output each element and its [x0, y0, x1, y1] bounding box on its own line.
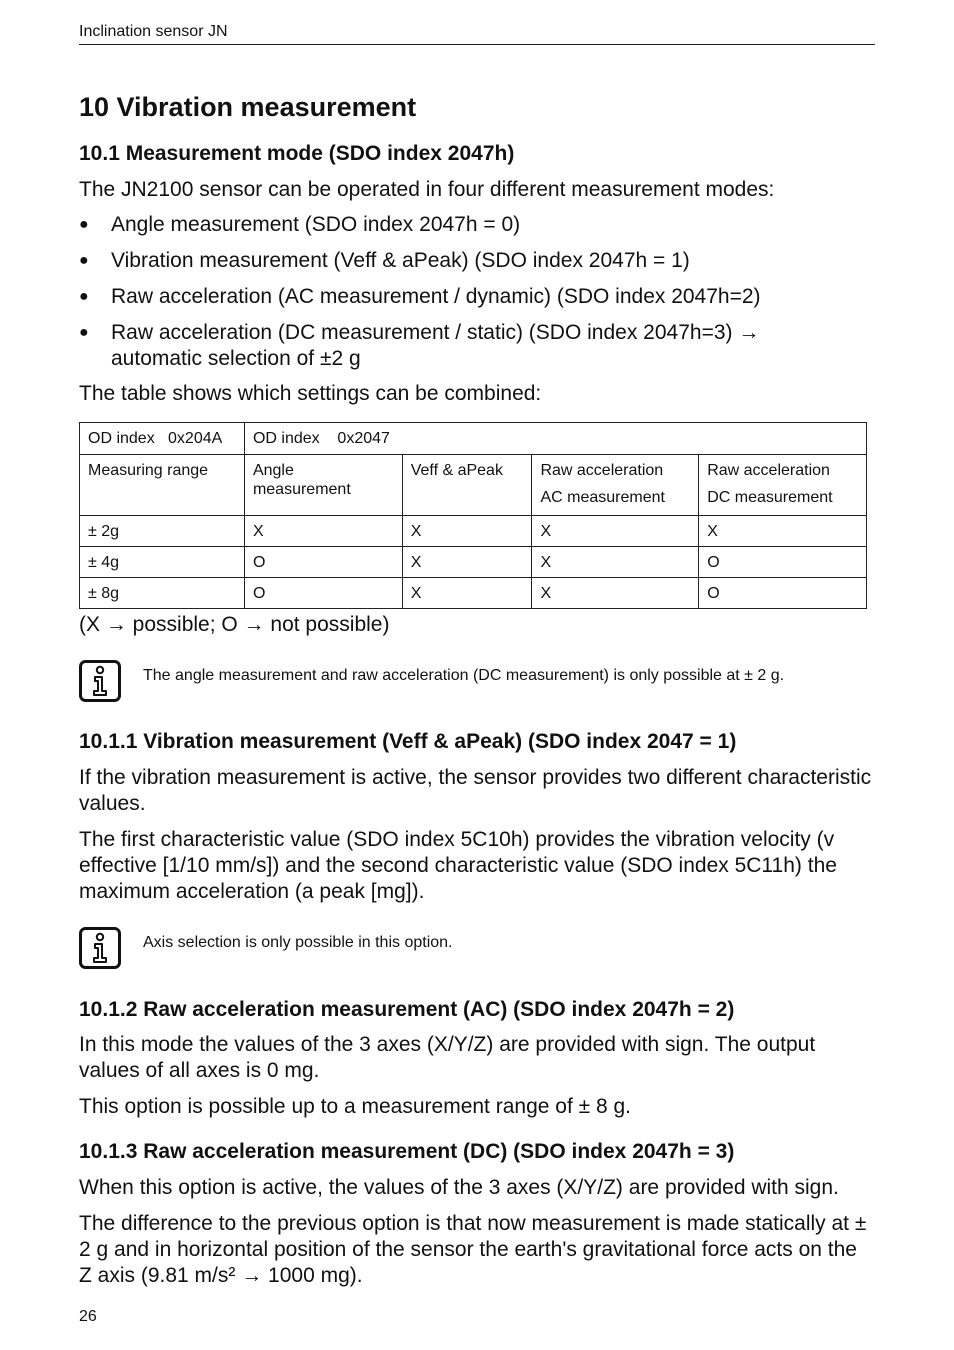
subsection-title-10-1-2: 10.1.2 Raw acceleration measurement (AC) (SDO index 2047h = 2) [79, 998, 735, 1021]
table-header-row [80, 455, 867, 516]
table-cell: O [699, 547, 867, 578]
info-icon [79, 927, 121, 969]
bullet-icon: ● [79, 252, 89, 269]
paragraph: The difference to the previous option is that now measurement is made statically at ± 2 g and in horizontal position of the sensor the earth's gravitational force acts on the Z axis (9.81 m/s² → 1000 mg). [79, 1212, 867, 1287]
paragraph: In this mode the values of the 3 axes (X/Y/Z) are provided with sign. The output values of all axes is 0 mg. [79, 1033, 816, 1082]
subsection-title-10-1-1: 10.1.1 Vibration measurement (Veff & aPeak) (SDO index 2047 = 1) [79, 730, 737, 753]
table-cell: O [244, 547, 402, 578]
note-text: Axis selection is only possible in this option. [143, 934, 453, 951]
table-cell: O [699, 578, 867, 609]
combination-table [79, 422, 867, 609]
subsection-title-10-1-3: 10.1.3 Raw acceleration measurement (DC) (SDO index 2047h = 3) [79, 1140, 735, 1163]
table-row [80, 516, 867, 547]
paragraph: This option is possible up to a measurement range of ± 8 g. [79, 1095, 631, 1118]
table-cell: ± 2g [80, 516, 245, 547]
table-cell: X [402, 578, 532, 609]
bullet-icon: ● [79, 216, 89, 233]
table-cell: X [402, 516, 532, 547]
table-cell: X [532, 516, 699, 547]
paragraph: If the vibration measurement is active, the sensor provides two different characteristic values. [79, 766, 872, 815]
table-row [80, 547, 867, 578]
page-header [79, 22, 875, 45]
header-title: Inclination sensor JN [79, 23, 228, 40]
info-note [79, 927, 875, 971]
paragraph: When this option is active, the values of the 3 axes (X/Y/Z) are provided with sign. [79, 1176, 839, 1199]
table-cell: X [244, 516, 402, 547]
table-header-cell: Raw acceleration AC measurement [532, 455, 699, 516]
table-header-cell: OD index 0x204A [80, 423, 245, 455]
table-header-cell: Raw acceleration DC measurement [699, 455, 867, 516]
subsection-title-10-1: 10.1 Measurement mode (SDO index 2047h) [79, 142, 515, 165]
table-cell: ± 8g [80, 578, 245, 609]
table-cell: X [699, 516, 867, 547]
table-cell: X [532, 578, 699, 609]
info-icon [79, 660, 121, 702]
intro-paragraph: The JN2100 sensor can be operated in four different measurement modes: [79, 178, 775, 201]
table-intro: The table shows which settings can be combined: [79, 382, 542, 405]
note-text: The angle measurement and raw acceleration (DC measurement) is only possible at ± 2 g. [143, 667, 785, 684]
table-header-row [80, 423, 867, 455]
table-row [80, 578, 867, 609]
table-cell: ± 4g [80, 547, 245, 578]
section-title: 10 Vibration measurement [79, 92, 417, 122]
bullet-icon: ● [79, 288, 89, 305]
info-note [79, 660, 875, 704]
paragraph: The first characteristic value (SDO index 5C10h) provides the vibration velocity (v effective [1/10 mm/s]) and the second characteristic value (SDO index 5C11h) the maximum acceleration (a peak [mg]). [79, 828, 837, 903]
table-header-cell: Veff & aPeak [402, 455, 532, 516]
table-legend: (X → possible; O → not possible) [79, 613, 390, 636]
table-header-cell: Measuring range [80, 455, 245, 516]
table-cell: X [532, 547, 699, 578]
table-cell: X [402, 547, 532, 578]
page-number: 26 [79, 1308, 97, 1325]
table-header-cell: OD index 0x2047 [244, 423, 866, 455]
table-header-cell: Angle measurement [244, 455, 402, 516]
bullet-icon: ● [79, 324, 89, 341]
table-cell: O [244, 578, 402, 609]
